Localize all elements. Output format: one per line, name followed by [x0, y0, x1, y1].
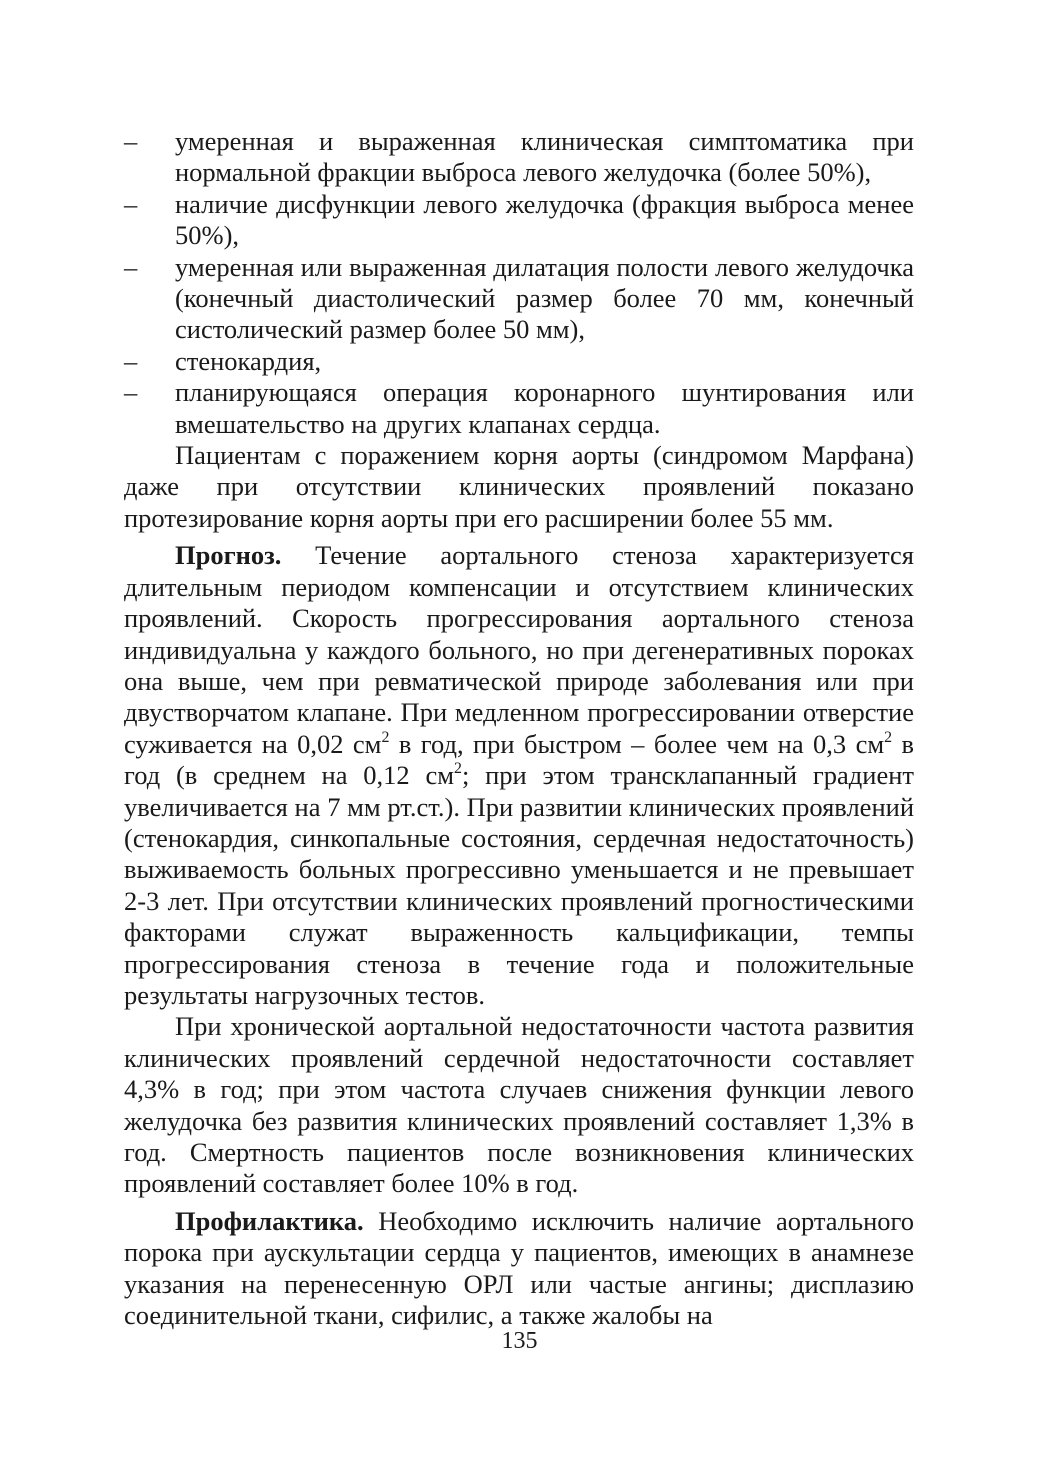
list-item-text: умеренная или выраженная дилатация полости левого желудочка (конечный диастолический размер более 70 мм, конечный систолический размер более 50 мм),	[175, 251, 914, 345]
dash-marker: –	[124, 345, 138, 376]
list-item	[124, 252, 914, 346]
superscript: 2	[454, 760, 462, 777]
insufficiency-paragraph: При хронической аортальной недостаточности частота развития клинических проявлений сердечной недостаточности составляет 4,3% в год; при этом частота случаев снижения функции левого желудочка без развития клинических проявлений составляет 1,3% в год. Смертность пациентов после возникновения клинических проявлений составляет более 10% в год.	[124, 1011, 914, 1199]
marfan-paragraph: Пациентам с поражением корня аорты (синдромом Марфана) даже при отсутствии клинических проявлений показано протезирование корня аорты при его расширении более 55 мм.	[124, 440, 914, 533]
prevention-paragraph	[124, 1206, 914, 1332]
list-item-text: умеренная и выраженная клиническая симптоматика при нормальной фракции выброса левого желудочка (более 50%),	[175, 126, 914, 188]
prevention-heading: Профилактика.	[175, 1205, 364, 1236]
list-item	[124, 377, 914, 440]
prognosis-text-2: в год, при быстром – более чем на 0,3 см	[389, 728, 885, 759]
page-body	[124, 126, 914, 1331]
prognosis-heading: Прогноз.	[175, 540, 282, 571]
list-item	[124, 346, 914, 377]
superscript: 2	[381, 728, 390, 746]
superscript: 2	[884, 728, 893, 746]
list-item-text: наличие дисфункции левого желудочка (фракция выброса менее 50%),	[175, 188, 914, 251]
prognosis-text-1: Течение аортального стеноза характеризуется длительным периодом компенсации и отсутствием клинических проявлений. Скорость прогрессирования аортального стеноза индивидуальна у каждого больного, но при дегенеративных пороках она выше, чем при ревматической природе заболевания или при двустворчатом клапане. При медленном прогрессировании отверстие суживается на 0,02 см	[124, 540, 914, 759]
dash-marker: –	[124, 126, 138, 156]
prevention-text: Необходимо исключить наличие аортального порока при аускультации сердца у пациентов, имеющих в анамнезе указания на перенесенную ОРЛ или частые ангины; дисплазию соединительной ткани, сифилис, а также жалобы на	[124, 1205, 914, 1331]
dash-marker: –	[124, 188, 138, 219]
prognosis-text-4: ; при этом трансклапанный градиент увеличивается на 7 мм рт.ст.). При развитии клинических проявлений (стенокардия, синкопальные состояния, сердечная недостаточность) выживаемость больных прогрессивно уменьшается и не превышает 2-3 лет. При отсутствии клинических проявлений прогностическими факторами служат выраженность кальцификации, темпы прогрессирования стеноза в течение года и положительные результаты нагрузочных тестов.	[124, 760, 914, 1010]
dash-marker: –	[124, 377, 138, 408]
prognosis-paragraph	[124, 540, 914, 1011]
page-number: 135	[501, 1328, 538, 1354]
prognosis-text-3: в год (в среднем на 0,12 см	[124, 728, 914, 791]
list-item	[124, 189, 914, 252]
list-item	[124, 126, 914, 189]
indications-list	[124, 126, 914, 440]
list-item-text: стенокардия,	[175, 345, 322, 376]
list-item-text: планирующаяся операция коронарного шунтирования или вмешательство на других клапанах сердца.	[175, 377, 914, 439]
dash-marker: –	[124, 251, 138, 282]
